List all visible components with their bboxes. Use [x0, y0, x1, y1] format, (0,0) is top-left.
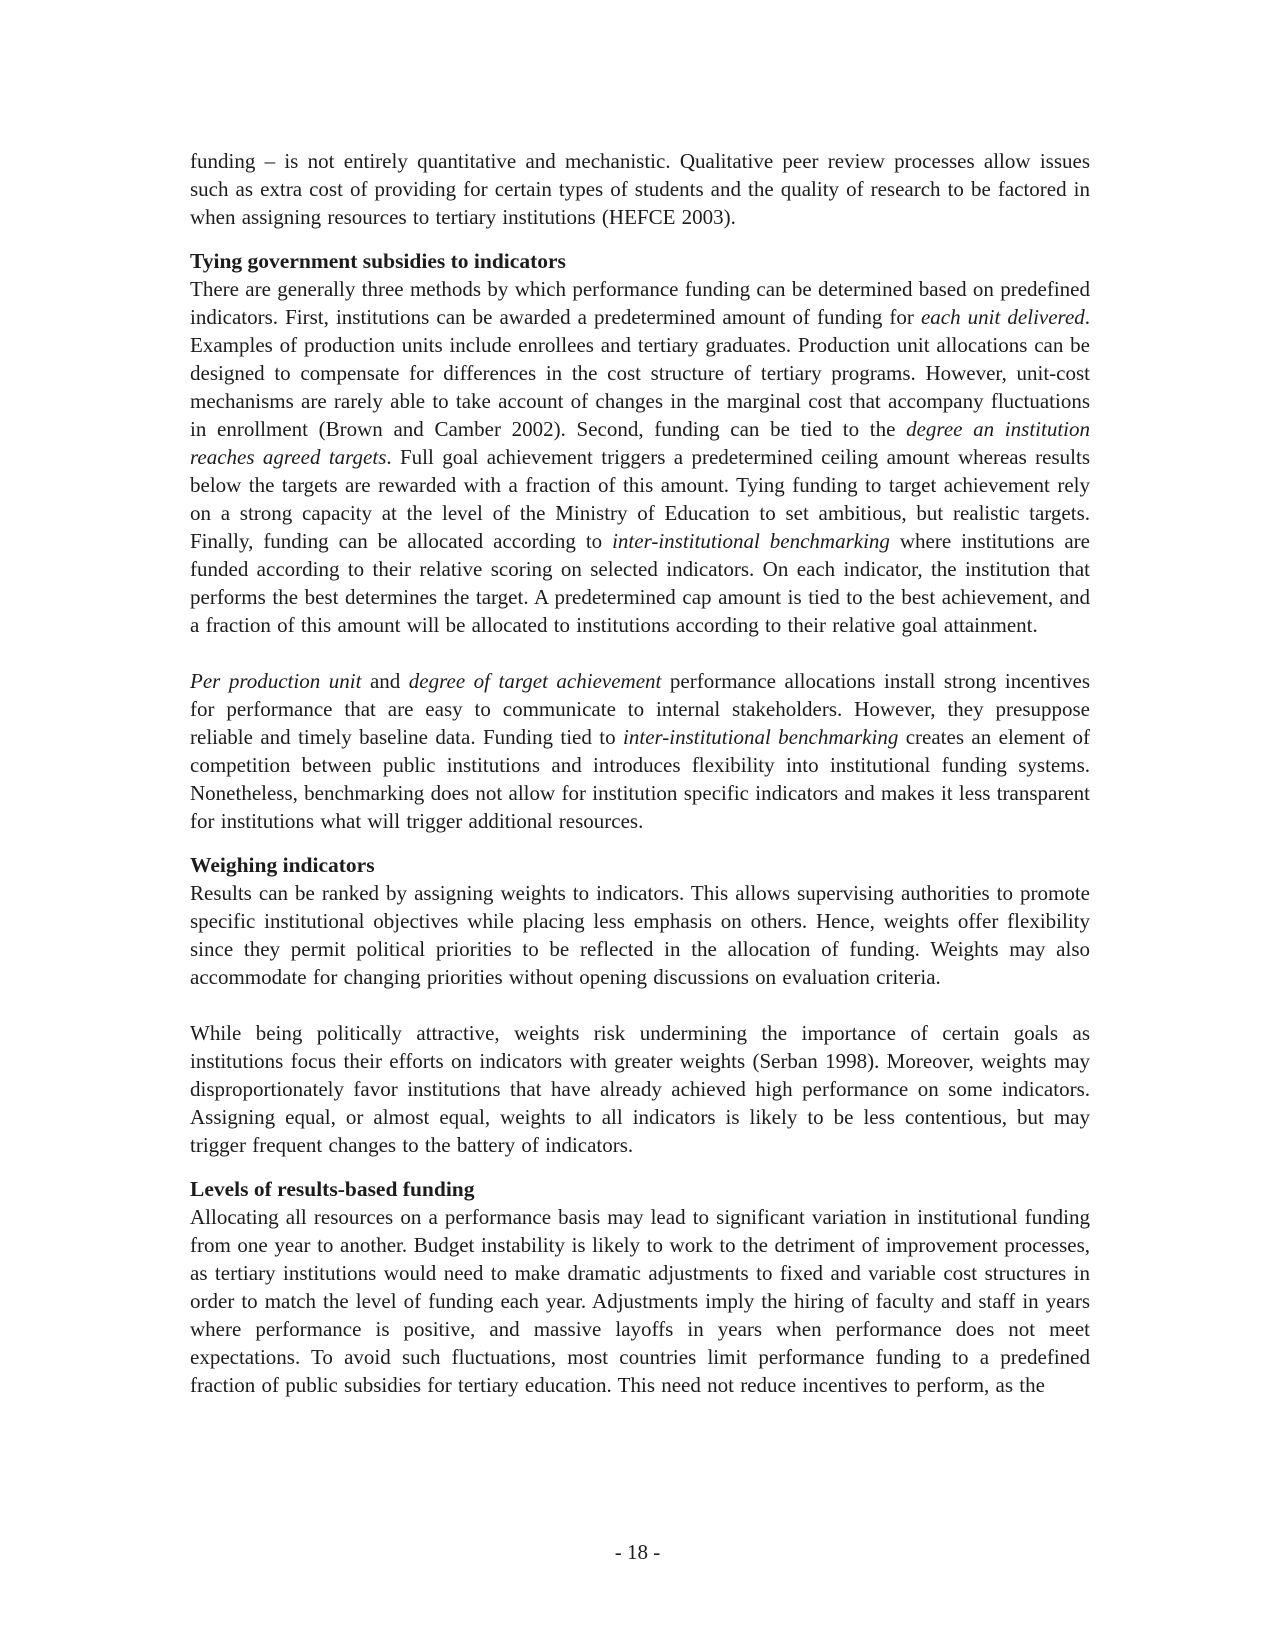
- paragraph-weights-risks: While being politically attractive, weights risk undermining the importance of certain goals as institutions focus their efforts on indicators with greater weights (Serban 1998). Moreover, weights may disproportionately favor institutions that have already achieved high performance on some indicators. Assigning equal, or almost equal, weights to all indicators is likely to be less contentious, but may trigger frequent changes to the battery of indicators.: [190, 1021, 1090, 1157]
- section-heading-tying-government-subsidies: Tying government subsidies to indicators: [190, 249, 566, 273]
- paragraph-three-methods: There are generally three methods by which performance funding can be determined based on predefined indicators. First, institutions can be awarded a predetermined amount of funding for each unit delivered. Examples of production units include enrollees and tertiary graduates. Production unit allocations can be designed to compensate for differences in the cost structure of tertiary programs. However, unit-cost mechanisms are rarely able to take account of changes in the marginal cost that accompany fluctuations in enrollment (Brown and Camber 2002). Second, funding can be tied to the degree an institution reaches agreed targets. Full goal achievement triggers a predetermined ceiling amount whereas results below the targets are rewarded with a fraction of this amount. Tying funding to target achievement rely on a strong capacity at the level of the Ministry of Education to set ambitious, but realistic targets. Finally, funding can be allocated according to inter-institutional benchmarking where institutions are funded according to their relative scoring on selected indicators. On each indicator, the institution that performs the best determines the target. A predetermined cap amount is tied to the best achievement, and a fraction of this amount will be allocated to institutions according to their relative goal attainment.: [190, 277, 1091, 637]
- paragraph-levels-of-funding: Allocating all resources on a performance basis may lead to significant variation in institutional funding from one year to another. Budget instability is likely to work to the detriment of improvement processes, as tertiary institutions would need to make dramatic adjustments to fixed and variable cost structures in order to match the level of funding each year. Adjustments imply the hiring of faculty and staff in years where performance is positive, and massive layoffs in years when performance does not meet expectations. To avoid such fluctuations, most countries limit performance funding to a predefined fraction of public subsidies for tertiary education. This need not reduce incentives to perform, as the: [190, 1205, 1090, 1397]
- section-heading-levels-of-results-based-funding: Levels of results-based funding: [190, 1177, 475, 1201]
- page-number: - 18 -: [614, 1540, 661, 1564]
- section-heading-weighing-indicators: Weighing indicators: [190, 853, 375, 877]
- paragraph-funding-continuation: funding – is not entirely quantitative and mechanistic. Qualitative peer review processes allow issues such as extra cost of providing for certain types of students and the quality of research to be factored in when assigning resources to tertiary institutions (HEFCE 2003).: [190, 149, 1090, 229]
- paragraph-weights-ranking: Results can be ranked by assigning weights to indicators. This allows supervising authorities to promote specific institutional objectives while placing less emphasis on others. Hence, weights offer flexibility since they permit political priorities to be reflected in the allocation of funding. Weights may also accommodate for changing priorities without opening discussions on evaluation criteria.: [190, 881, 1090, 989]
- paragraph-per-production-unit: Per production unit and degree of target achievement performance allocations install strong incentives for performance that are easy to communicate to internal stakeholders. However, they presuppose reliable and timely baseline data. Funding tied to inter-institutional benchmarking creates an element of competition between public institutions and introduces flexibility into institutional funding systems. Nonetheless, benchmarking does not allow for institution specific indicators and makes it less transparent for institutions what will trigger additional resources.: [190, 669, 1091, 833]
